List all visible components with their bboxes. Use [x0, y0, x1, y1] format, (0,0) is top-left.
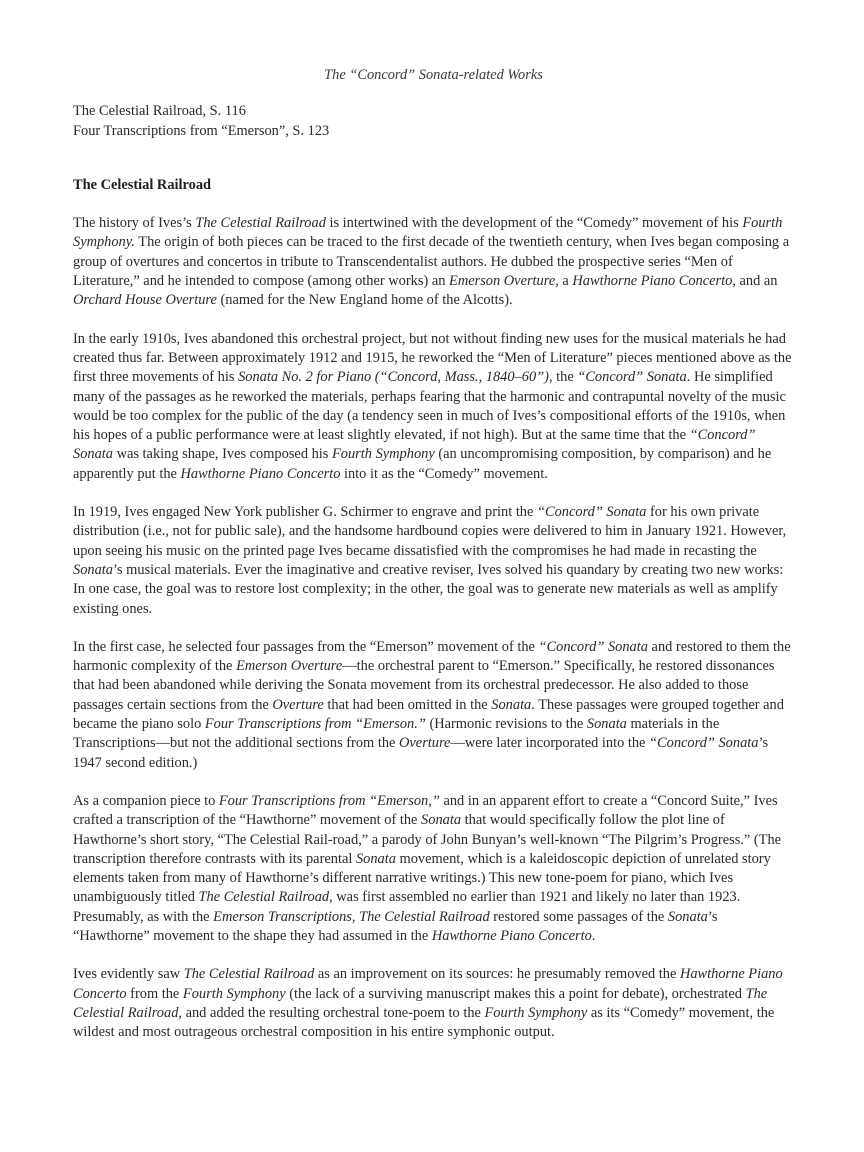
text-run: is intertwined with the development of the “Comedy” movement of his [325, 215, 743, 232]
works-list [73, 102, 794, 141]
text-run: Ives evidently saw [73, 966, 184, 983]
text-run: , was first assembled no earlier than 1921 and likely no later than 1923. Presumably, as with the [73, 889, 741, 925]
text-run: . These passages were grouped together and became the piano solo [73, 696, 784, 733]
body-text [73, 214, 794, 1042]
italic-text: Fourth Symphony [182, 985, 286, 1002]
work-item-four-transcriptions: Four Transcriptions from “Emerson”, S. 123 [73, 122, 330, 139]
text-run: (the lack of a surviving manuscript makes this a point for debate), orchestrated [285, 985, 746, 1002]
italic-text: Sonata [73, 561, 113, 578]
italic-text: Fourth Symphony [484, 1004, 588, 1021]
italic-text: “Concord” Sonata [538, 638, 648, 655]
text-run: and restored to them the harmonic complexity of the [73, 638, 791, 675]
text-run: In the first case, he selected four passages from the “Emerson” movement of the [73, 638, 539, 655]
text-run: was taking shape, Ives composed his [112, 446, 332, 463]
italic-text: The Celestial Railroad [183, 966, 315, 983]
italic-text: Hawthorne Piano Concerto [73, 966, 783, 1002]
italic-text: Sonata [421, 812, 462, 829]
italic-text: “Concord” Sonata [649, 735, 759, 752]
work-item-celestial-railroad: The Celestial Railroad, S. 116 [73, 103, 246, 120]
italic-text: The Celestial Railroad [359, 908, 490, 925]
text-run: that would specifically follow the plot line of Hawthorne’s short story, “The Celestial Rail-road,” a parody of John Bunyan’s well-known “The Pilgrim’s Progress.” (The transcription therefore contrasts with its parental [73, 812, 782, 867]
text-run: . He simplified many of the passages as he reworked the materials, perhaps fearing that the harmonic and contrapuntal novelty of the music would be too complex for the public of the day (a tendency seen in much of Ives’s compositional efforts of the 1910s, when his hopes of a public performance were at least slightly elevated, if not high). But at the same time that the [73, 369, 786, 444]
page-header: The “Concord” Sonata-related Works [324, 67, 543, 83]
text-run: —were later incorporated into the [450, 735, 650, 752]
body-paragraph [73, 638, 794, 773]
italic-text: “Concord” Sonata [537, 504, 647, 521]
text-run: restored some passages of the [489, 908, 668, 925]
italic-text: The Celestial Railroad [195, 215, 326, 232]
italic-text: Hawthorne Piano Concerto [572, 273, 733, 290]
text-run: as an improvement on its sources: he presumably removed the [314, 966, 680, 983]
italic-text: Overture [272, 696, 324, 713]
text-run: , [351, 908, 360, 925]
body-paragraph [73, 792, 794, 946]
text-run: as its “Comedy” movement, the wildest and most outrageous orchestral composition in his entire symphonic output. [73, 1004, 775, 1041]
text-run: materials in the Transcriptions—but not the additional sections from the [73, 716, 720, 752]
text-run: , a [555, 273, 573, 290]
text-run: The history of Ives’s [73, 215, 196, 232]
body-paragraph [73, 330, 794, 484]
text-run: , and added the resulting orchestral tone-poem to the [178, 1004, 485, 1021]
italic-text: Overture [399, 735, 451, 752]
italic-text: Emerson Overture [449, 273, 556, 290]
italic-text: Sonata [586, 716, 627, 733]
italic-text: Hawthorne Piano Concerto [180, 465, 341, 482]
text-run: ’s musical materials. Ever the imaginative and creative reviser, Ives solved his quandary by creating two new works: In one case, the goal was to restore lost complexity; in the other, the goal was to generate new materials as well as amplify existing ones. [73, 561, 784, 617]
italic-text: Sonata [667, 908, 708, 925]
italic-text: Emerson Transcriptions [213, 908, 352, 925]
italic-text: Fourth Symphony. [73, 215, 783, 251]
italic-text: “Concord” Sonata [577, 369, 687, 386]
italic-text: Emerson Overture [236, 658, 343, 675]
italic-text: Fourth Symphony [332, 446, 435, 463]
text-run: , and an [732, 273, 778, 290]
body-paragraph [73, 214, 794, 310]
text-run: for his own private distribution (i.e., not for public sale), and the handsome hardbound copies were delivered to him in January 1921. However, upon seeing his music on the printed page Ives became dissatisfied with the compromises he had made in recasting the [73, 504, 787, 559]
italic-text: Orchard House Overture [73, 292, 217, 309]
body-paragraph [73, 503, 794, 619]
text-run: ’s “Hawthorne” movement to the shape they had assumed in the [73, 908, 718, 944]
text-run: The origin of both pieces can be traced to the first decade of the twentieth century, when Ives began composing a group of overtures and concertos in tribute to Transcendentalist authors. He dubbed the prospective series “Men of Literature,” and he intended to compose (among other works) an [73, 234, 790, 290]
text-run: , the [548, 369, 578, 386]
text-run: —the orchestral parent to “Emerson.” Specifically, he restored dissonances that had been abandoned while deriving the Sonata movement from its orchestral predecessor. He also added to those passages certain sections from the [73, 658, 775, 713]
italic-text: Sonata [355, 850, 396, 867]
text-run: (Harmonic revisions to the [425, 716, 587, 733]
text-run: As a companion piece to [73, 792, 219, 809]
section-title: The Celestial Railroad [73, 176, 212, 193]
italic-text: The Celestial Railroad [73, 985, 768, 1021]
text-run: ’s 1947 second edition.) [73, 735, 769, 771]
italic-text: Hawthorne Piano Concerto [431, 927, 592, 944]
italic-text: Four Transcriptions from “Emerson,” [218, 792, 440, 809]
body-paragraph [73, 965, 794, 1042]
italic-text: Sonata No. 2 for Piano (“Concord, Mass., 1840–60”) [238, 369, 549, 386]
text-run: that had been omitted in the [323, 696, 492, 713]
text-run: movement, which is a kaleidoscopic depiction of unrelated story elements taken from many of Hawthorne’s different narrative writings.) This new tone-poem for piano, which Ives unambiguously titled [73, 850, 771, 906]
italic-text: The Celestial Railroad [198, 889, 330, 906]
text-run: . [591, 927, 596, 944]
text-run: into it as the “Comedy” movement. [340, 465, 548, 482]
text-run: (named for the New England home of the Alcotts). [216, 292, 513, 309]
italic-text: Four Transcriptions from “Emerson.” [204, 716, 426, 733]
text-run: from the [126, 985, 183, 1002]
text-run: (an uncompromising composition, by comparison) and he apparently put the [73, 446, 772, 482]
text-run: In 1919, Ives engaged New York publisher G. Schirmer to engrave and print the [73, 504, 537, 521]
italic-text: “Concord” Sonata [73, 427, 756, 463]
text-run: In the early 1910s, Ives abandoned this orchestral project, but not without finding new uses for the musical materials he had created thus far. Between approximately 1912 and 1915, he reworked the “Men of Literature” pieces mentioned above as the first three movements of his [73, 330, 792, 386]
text-run: and in an apparent effort to create a “Concord Suite,” Ives crafted a transcription of the “Hawthorne” movement of the [73, 792, 778, 829]
italic-text: Sonata [491, 696, 532, 713]
